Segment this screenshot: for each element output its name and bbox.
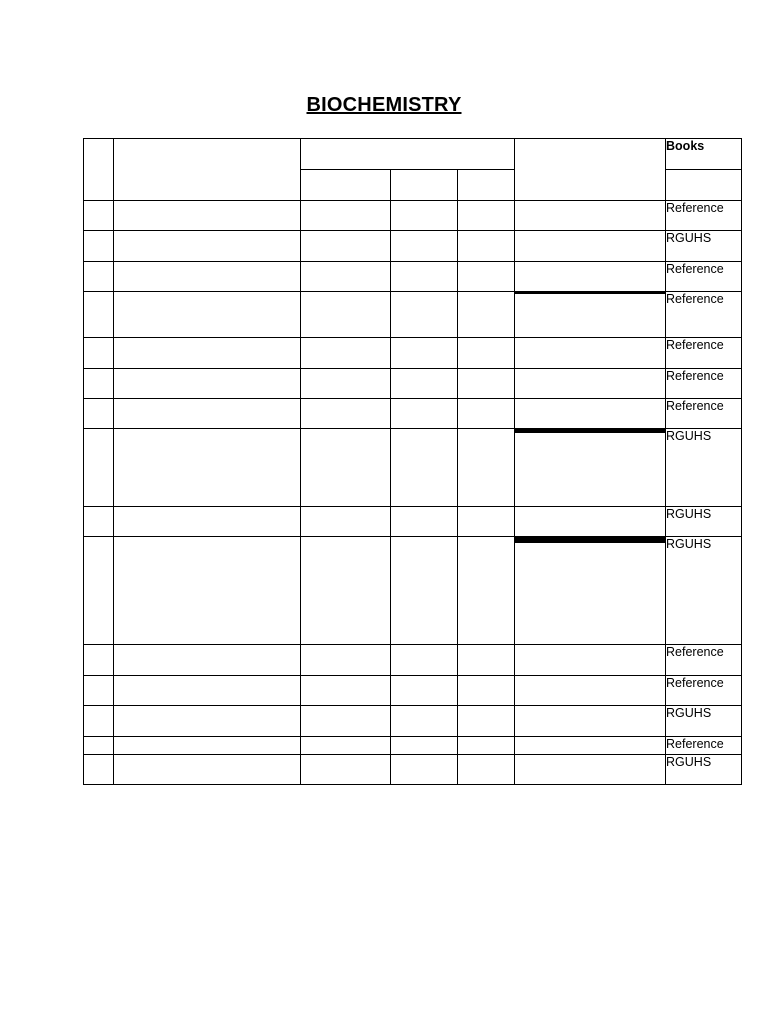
table-cell [391,507,458,537]
table-cell [391,706,458,737]
subgrid-cell [515,231,666,262]
table-cell [458,507,515,537]
subgrid-cell [515,429,666,507]
book-cell: RGUHS [666,537,742,645]
books-header: Books [666,139,742,170]
page-title: BIOCHEMISTRY [306,94,462,116]
table-cell [301,399,391,429]
table-cell [114,676,301,706]
table-cell [458,537,515,645]
table-row [84,537,742,645]
header-row [84,139,742,170]
table-cell [458,676,515,706]
table-cell [84,399,114,429]
subgrid-cell [515,201,666,231]
subgrid-cell [515,737,666,755]
header-cell-books-empty [666,170,742,201]
table-cell [301,231,391,262]
header-cell-group [301,139,515,170]
book-cell: Reference [666,676,742,706]
table-row [84,231,742,262]
subgrid-cell [515,507,666,537]
table-cell [114,201,301,231]
table-row [84,755,742,785]
table-cell [84,507,114,537]
table-cell [391,369,458,399]
table-cell [301,429,391,507]
subgrid-cell [515,755,666,785]
table-cell [458,737,515,755]
table-cell [84,292,114,338]
table-cell [84,755,114,785]
book-cell: RGUHS [666,507,742,537]
book-cell: RGUHS [666,429,742,507]
table-row [84,292,742,338]
book-cell: RGUHS [666,755,742,785]
subgrid-cell [515,537,666,645]
book-cell: RGUHS [666,706,742,737]
book-cell: Reference [666,201,742,231]
header-cell-subgrid [515,139,666,201]
table-cell [301,507,391,537]
table-cell [458,399,515,429]
header-cell-sub-2 [391,170,458,201]
subgrid-cell [515,676,666,706]
subgrid-cell [515,706,666,737]
table-cell [391,737,458,755]
table-cell [114,369,301,399]
table-cell [458,755,515,785]
table-cell [114,262,301,292]
table-cell [84,676,114,706]
book-cell: Reference [666,292,742,338]
table-cell [84,537,114,645]
table-row [84,706,742,737]
book-cell: Reference [666,737,742,755]
book-cell: Reference [666,262,742,292]
table-cell [114,338,301,369]
table-cell [84,231,114,262]
table-cell [114,507,301,537]
table-cell [301,737,391,755]
curriculum-table [83,138,742,785]
table-cell [391,429,458,507]
book-cell: Reference [666,645,742,676]
table-cell [84,645,114,676]
subgrid-cell [515,399,666,429]
header-cell-sub-1 [301,170,391,201]
table-row [84,369,742,399]
table-cell [391,645,458,676]
table-cell [301,369,391,399]
table-cell [458,369,515,399]
table-cell [114,429,301,507]
subgrid-cell [515,262,666,292]
book-cell: Reference [666,338,742,369]
table-cell [458,429,515,507]
table-cell [458,706,515,737]
table-cell [391,292,458,338]
book-cell: Reference [666,399,742,429]
table-cell [84,338,114,369]
table-row [84,262,742,292]
table-cell [114,292,301,338]
table-cell [391,676,458,706]
table-cell [391,262,458,292]
subgrid-cell [515,645,666,676]
table-cell [114,755,301,785]
table-row [84,429,742,507]
table-cell [458,262,515,292]
table-cell [391,755,458,785]
table-cell [114,399,301,429]
header-cell-sub-3 [458,170,515,201]
table-row [84,338,742,369]
table-cell [301,201,391,231]
table-cell [301,706,391,737]
table-cell [301,537,391,645]
table-cell [84,201,114,231]
table-cell [391,231,458,262]
table-cell [458,645,515,676]
table-cell [391,399,458,429]
table-cell [458,338,515,369]
subgrid-cell [515,292,666,338]
table-cell [391,201,458,231]
table-cell [84,369,114,399]
table-cell [114,645,301,676]
table-cell [301,755,391,785]
table-cell [84,429,114,507]
table-cell [301,262,391,292]
table-cell [458,231,515,262]
table-cell [84,706,114,737]
header-cell-serial [84,139,114,201]
table-cell [301,338,391,369]
table-cell [391,537,458,645]
table-row [84,399,742,429]
table-cell [301,292,391,338]
book-cell: Reference [666,369,742,399]
table-cell [391,338,458,369]
table-cell [114,737,301,755]
table-cell [114,231,301,262]
table-row [84,676,742,706]
table-cell [84,737,114,755]
header-cell-topic [114,139,301,201]
table-row [84,645,742,676]
table-row [84,737,742,755]
table-cell [301,645,391,676]
table-cell [114,537,301,645]
subgrid-cell [515,338,666,369]
table-cell [458,292,515,338]
subgrid-cell [515,369,666,399]
table-cell [301,676,391,706]
book-cell: RGUHS [666,231,742,262]
table-cell [114,706,301,737]
table-row [84,201,742,231]
table-row [84,507,742,537]
table-cell [84,262,114,292]
table-cell [458,201,515,231]
